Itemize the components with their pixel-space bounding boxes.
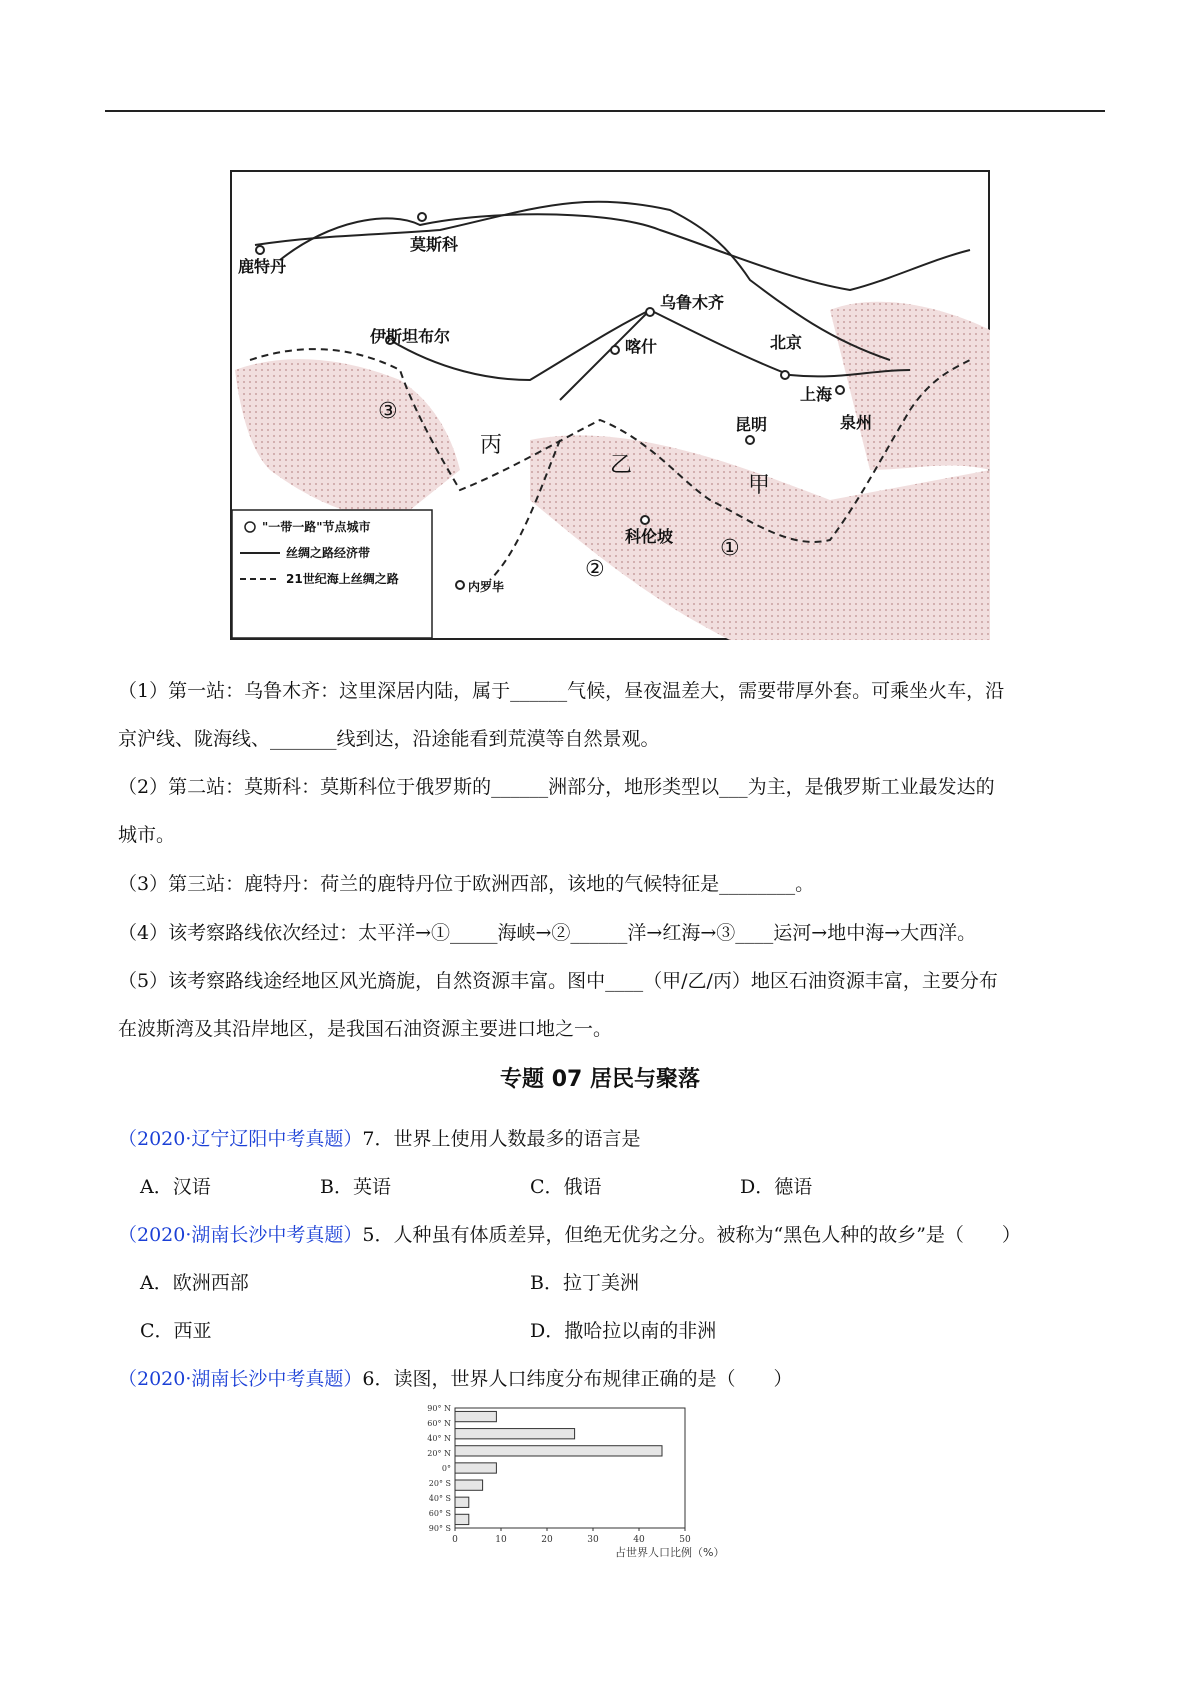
- x-tick-label: 50: [679, 1535, 691, 1545]
- item-stem: 7．世界上使用人数最多的语言是: [362, 1128, 641, 1150]
- option-b: B．英语: [320, 1176, 391, 1198]
- question-4: （4）该考察路线依次经过：太平洋→①_____海峡→②______洋→红海→③____运河→地中海→大西洋。: [118, 922, 977, 944]
- item-race: [118, 1224, 1098, 1246]
- option-d: D．撒哈拉以南的非洲: [530, 1320, 717, 1342]
- y-tick-label: 20° S: [428, 1479, 451, 1488]
- bar: [455, 1446, 662, 1456]
- question-1-line2: 京沪线、陇海线、_______线到达，沿途能看到荒漠等自然景观。: [118, 728, 660, 750]
- x-tick-label: 10: [495, 1535, 507, 1545]
- option-c: C．西亚: [140, 1320, 212, 1342]
- item-source: （2020·湖南长沙中考真题）: [118, 1368, 363, 1390]
- city-kashgar: 喀什: [625, 337, 658, 356]
- question-2-line1: （2）第二站：莫斯科：莫斯科位于俄罗斯的______洲部分，地形类型以___为主，是俄罗斯工业最发达的: [118, 776, 995, 798]
- x-tick-label: 30: [587, 1535, 599, 1545]
- question-3: （3）第三站：鹿特丹：荷兰的鹿特丹位于欧洲西部，该地的气候特征是________。: [118, 873, 815, 895]
- y-tick-label: 90° N: [427, 1404, 451, 1413]
- region-bing: 丙: [480, 433, 503, 458]
- section-title: 专题 07 居民与聚落: [500, 1067, 700, 1092]
- bar: [455, 1497, 469, 1507]
- bar: [455, 1514, 469, 1524]
- question-5-line1: （5）该考察路线途经地区风光旖旎，自然资源丰富。图中____（甲/乙/丙）地区石油资源丰富，主要分布: [118, 970, 998, 992]
- city-moscow: 莫斯科: [410, 235, 459, 254]
- city-colombo: 科伦坡: [625, 527, 674, 546]
- legend-node-city: "一带一路"节点城市: [262, 520, 371, 534]
- item-source: （2020·辽宁辽阳中考真题）: [118, 1128, 363, 1150]
- population-latitude-chart: [415, 1400, 785, 1560]
- item-population: [118, 1368, 1098, 1390]
- city-quanzhou: 泉州: [840, 413, 873, 432]
- city-beijing: 北京: [770, 333, 803, 352]
- item-stem: 5．人种虽有体质差异，但绝无优劣之分。被称为“黑色人种的故乡”是（ ）: [362, 1224, 1021, 1246]
- bar: [455, 1480, 483, 1490]
- y-tick-label: 40° N: [427, 1434, 451, 1443]
- x-axis-label: 占世界人口比例（%）: [615, 1546, 725, 1559]
- y-tick-label: 40° S: [428, 1494, 451, 1503]
- belt-road-map: [230, 170, 990, 640]
- region-jia: 甲: [748, 473, 771, 498]
- city-rotterdam: 鹿特丹: [238, 257, 287, 276]
- bar: [455, 1463, 496, 1473]
- top-rule: [105, 110, 1105, 112]
- city-urumqi: 乌鲁木齐: [660, 293, 725, 312]
- option-a: A．欧洲西部: [140, 1272, 249, 1294]
- legend-belt: 丝绸之路经济带: [286, 546, 371, 560]
- question-2-line2: 城市。: [118, 824, 176, 846]
- option-b: B．拉丁美洲: [530, 1272, 639, 1294]
- y-tick-label: 0°: [441, 1464, 451, 1473]
- option-d: D．德语: [740, 1176, 813, 1198]
- item-stem: 6．读图，世界人口纬度分布规律正确的是（ ）: [362, 1368, 793, 1390]
- city-shanghai: 上海: [800, 385, 833, 404]
- label-three: ③: [378, 399, 398, 424]
- y-tick-label: 60° S: [428, 1509, 451, 1518]
- x-tick-label: 20: [541, 1535, 553, 1545]
- city-kunming: 昆明: [735, 415, 768, 434]
- label-two: ②: [585, 557, 605, 582]
- label-one: ①: [720, 536, 740, 561]
- option-c: C．俄语: [530, 1176, 602, 1198]
- legend-maritime: 21世纪海上丝绸之路: [286, 572, 399, 586]
- x-tick-label: 40: [633, 1535, 645, 1545]
- item-language: [118, 1128, 1098, 1150]
- y-tick-label: 60° N: [427, 1419, 451, 1428]
- region-yi: 乙: [610, 453, 633, 478]
- bar: [455, 1411, 496, 1421]
- y-tick-label: 20° N: [427, 1449, 451, 1458]
- city-nairobi: 内罗毕: [468, 580, 505, 594]
- x-tick-label: 0: [452, 1535, 458, 1545]
- bar: [455, 1429, 575, 1439]
- item-source: （2020·湖南长沙中考真题）: [118, 1224, 363, 1246]
- question-1-line1: （1）第一站：乌鲁木齐：这里深居内陆，属于______气候，昼夜温差大，需要带厚外套。可乘坐火车，沿: [118, 680, 1005, 702]
- city-istanbul: 伊斯坦布尔: [370, 327, 451, 346]
- y-tick-label: 90° S: [428, 1524, 451, 1533]
- option-a: A．汉语: [140, 1176, 211, 1198]
- map-legend: [232, 510, 432, 638]
- question-5-line2: 在波斯湾及其沿岸地区，是我国石油资源主要进口地之一。: [118, 1018, 613, 1040]
